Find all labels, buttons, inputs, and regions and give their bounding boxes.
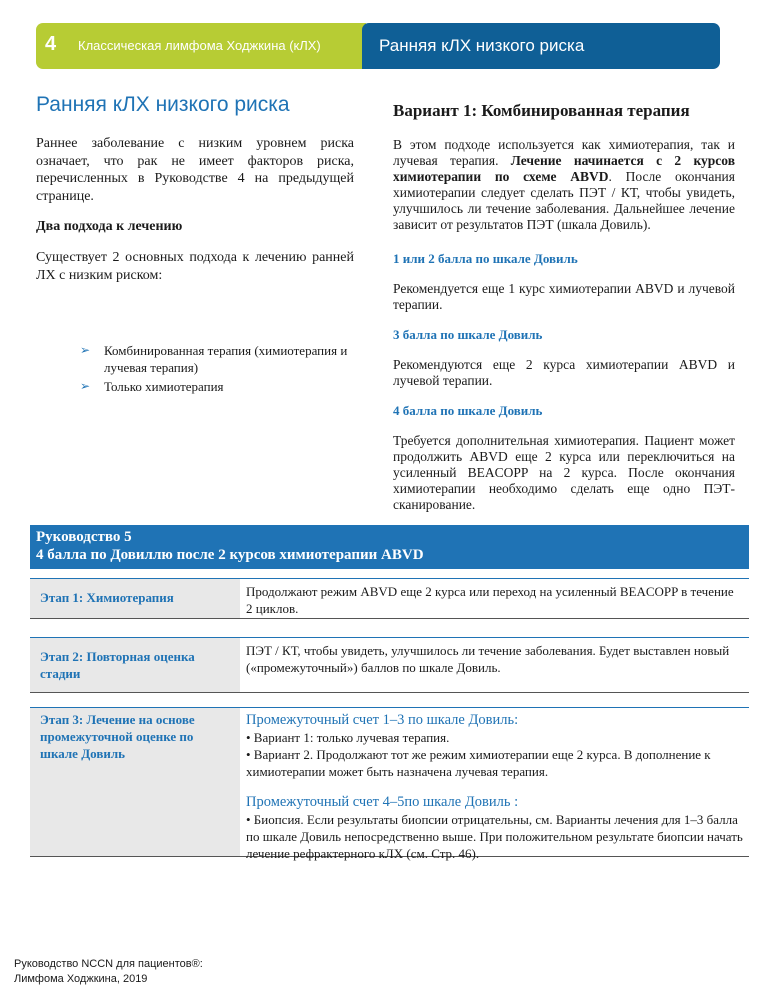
score-4-text: Требуется дополнительная химиотерапия. Пациент может продолжить ABVD еще 2 курса или переключиться на усиленный BEACOPP на 2 курса. После окончания химиотерапии необходимо сделать еще одно ПЭТ-сканирование. — [393, 433, 735, 512]
table-row — [30, 637, 749, 693]
score-1-2-text: Рекомендуется еще 1 курс химиотерапии ABVD и лучевой терапии. — [393, 281, 735, 312]
arrowhead-bullet-icon: ➢ — [80, 343, 91, 357]
approaches-subheading: Два подхода к лечению — [36, 219, 183, 234]
right-column — [393, 101, 735, 513]
list-item-text: Комбинированная терапия (химиотерапия и лучевая терапия) — [104, 343, 348, 375]
guide-title: Руководство 5 — [36, 529, 132, 545]
chapter-header — [36, 23, 720, 69]
left-column — [36, 93, 354, 397]
guide-header — [30, 525, 749, 569]
interim-1-3-option-2: • Вариант 2. Продолжают тот же режим химиотерапии еще 2 курса. В дополнение к химиотерапии может быть назначена лучевая терапия. — [246, 747, 711, 779]
chapter-number: 4 — [45, 33, 57, 55]
option-body-bold: Лечение начинается с 2 курсов химиотерапии по схеме ABVD — [393, 153, 735, 184]
option-body — [393, 137, 735, 233]
chapter-tab — [36, 23, 366, 69]
table-row — [30, 578, 749, 619]
arrowhead-bullet-icon: ➢ — [80, 379, 91, 393]
list-item — [80, 342, 354, 376]
page-title: Ранняя кЛХ низкого риска — [36, 93, 290, 116]
list-item-text: Только химиотерапия — [104, 379, 224, 394]
stage-1-text: Продолжают режим ABVD еще 2 курса или переход на усиленный BEACOPP в течение 2 циклов. — [246, 584, 734, 616]
interim-1-3-heading: Промежуточный счет 1–3 по шкале Довиль: — [246, 712, 519, 728]
score-1-2-heading: 1 или 2 балла по шкале Довиль — [393, 251, 578, 266]
interim-4-5-biopsy: • Биопсия. Если результаты биопсии отрицательны, см. Варианты лечения для 1–3 балла по шкале Довиль непосредственно выше. При положительном результате биопсии начать лечение рефрактерного кЛХ (см. Стр. 46). — [246, 812, 743, 861]
score-3-text: Рекомендуются еще 2 курса химиотерапии ABVD и лучевой терапии. — [393, 357, 735, 388]
stage-1-label: Этап 1: Химиотерапия — [30, 579, 240, 618]
approaches-paragraph: Существует 2 основных подхода к лечению ранней ЛХ с низким риском: — [36, 250, 354, 283]
stage-2-text: ПЭТ / КТ, чтобы увидеть, улучшилось ли течение заболевания. Будет выставлен новый («промежуточный») баллов по шкале Довиль. — [246, 643, 730, 675]
guide-subtitle: 4 балла по Довиллю после 2 курсов химиотерапии ABVD — [36, 547, 424, 563]
section-tab — [362, 23, 720, 69]
stage-3-label: Этап 3: Лечение на основе промежуточной оценке по шкале Довиль — [30, 708, 240, 856]
interim-1-3-option-1: • Вариант 1: только лучевая терапия. — [246, 730, 450, 745]
intro-paragraph: Раннее заболевание с низким уровнем риска означает, что рак не имеет факторов риска, перечисленных в Руководстве 4 на предыдущей странице. — [36, 136, 354, 204]
score-3-heading: 3 балла по шкале Довиль — [393, 327, 543, 342]
guide-table — [30, 525, 749, 861]
footer-line-2: Лимфома Ходжкина, 2019 — [14, 973, 148, 985]
interim-4-5-heading: Промежуточный счет 4–5по шкале Довиль : — [246, 794, 519, 810]
score-4-heading: 4 балла по шкале Довиль — [393, 403, 543, 418]
list-item — [80, 378, 354, 395]
chapter-title: Классическая лимфома Ходжкина (кЛХ) — [78, 38, 321, 53]
section-title: Ранняя кЛХ низкого риска — [379, 36, 585, 55]
footer-line-1: Руководство NCCN для пациентов®: — [14, 958, 203, 970]
option-title: Вариант 1: Комбинированная терапия — [393, 101, 690, 120]
option-body-part2: . После окончания химиотерапии следует сделать ПЭТ / КТ, чтобы увидеть, улучшилось ли течение заболевания. Дальнейшее лечение зависит от результатов ПЭТ (шкала Довиль). — [393, 169, 735, 232]
approaches-list — [80, 342, 354, 395]
stage-3-content — [240, 708, 749, 861]
table-row — [30, 707, 749, 861]
option-body-part1: В этом подходе используется как химиотерапия, так и лучевая терапия. — [393, 137, 735, 168]
page-footer — [14, 957, 203, 987]
stage-2-label: Этап 2: Повторная оценка стадии — [30, 638, 240, 692]
